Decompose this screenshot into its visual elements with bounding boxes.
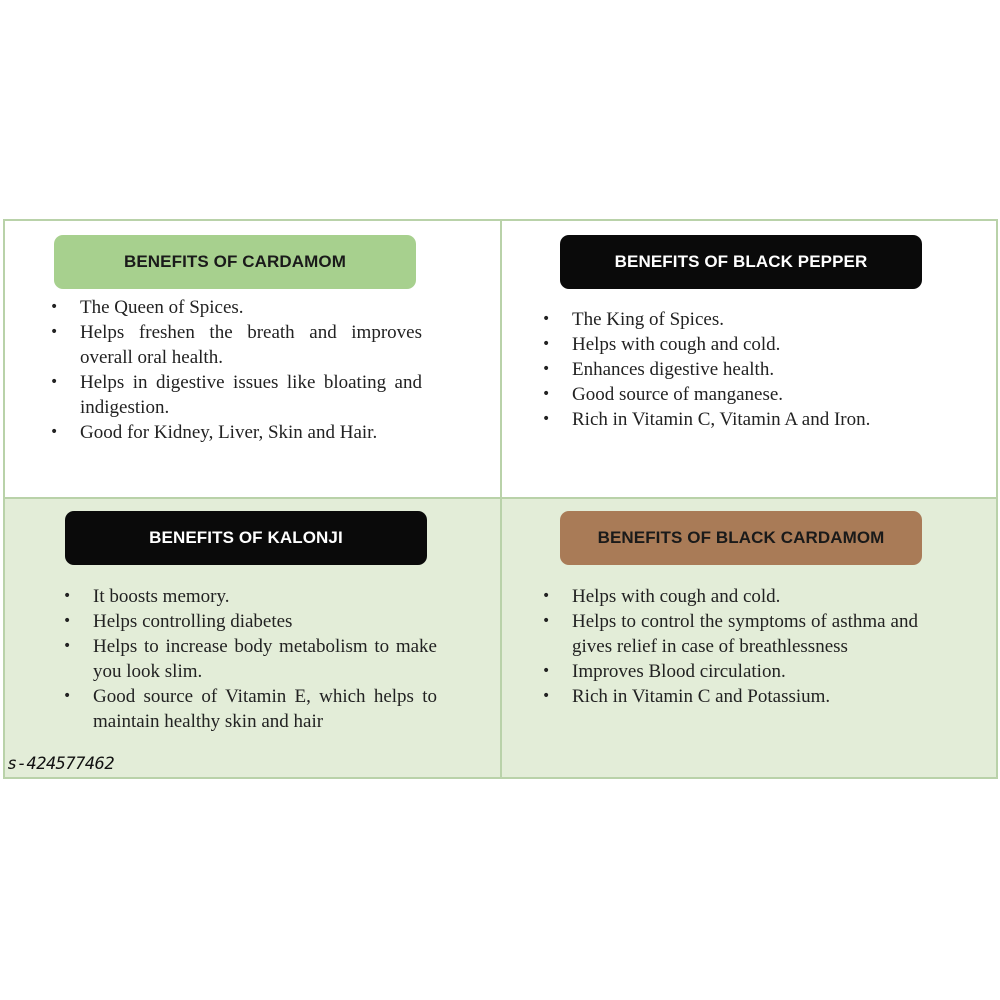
benefits-list-cardamom	[50, 295, 422, 445]
watermark-text: s-424577462	[7, 754, 115, 774]
panel-title-black-cardamom: BENEFITS OF BLACK CARDAMOM	[560, 511, 922, 565]
panel-cardamom	[5, 221, 502, 499]
list-item: • Helps controlling diabetes	[63, 609, 437, 634]
panel-title-kalonji: BENEFITS OF KALONJI	[65, 511, 427, 565]
list-item: • Good source of manganese.	[542, 382, 918, 407]
list-item: • The King of Spices.	[542, 307, 918, 332]
list-item: • Helps in digestive issues like bloating and indigestion.	[50, 370, 422, 420]
panel-kalonji	[5, 499, 502, 777]
benefits-list-black-cardamom	[542, 584, 918, 709]
panel-black-cardamom	[502, 499, 996, 777]
list-item: • Rich in Vitamin C and Potassium.	[542, 684, 918, 709]
benefits-list-kalonji	[63, 584, 437, 734]
list-item: • Helps freshen the breath and improves overall oral health.	[50, 320, 422, 370]
list-item: • Enhances digestive health.	[542, 357, 918, 382]
panel-title-cardamom: BENEFITS OF CARDAMOM	[54, 235, 416, 289]
list-item: • Rich in Vitamin C, Vitamin A and Iron.	[542, 407, 918, 432]
panel-black-pepper	[502, 221, 996, 499]
list-item: • Improves Blood circulation.	[542, 659, 918, 684]
benefits-grid	[3, 219, 998, 779]
list-item: • Good for Kidney, Liver, Skin and Hair.	[50, 420, 422, 445]
list-item: • Helps with cough and cold.	[542, 584, 918, 609]
list-item: • Good source of Vitamin E, which helps to maintain healthy skin and hair	[63, 684, 437, 734]
list-item: • Helps with cough and cold.	[542, 332, 918, 357]
list-item: • It boosts memory.	[63, 584, 437, 609]
panel-title-black-pepper: BENEFITS OF BLACK PEPPER	[560, 235, 922, 289]
list-item: • The Queen of Spices.	[50, 295, 422, 320]
benefits-list-black-pepper	[542, 307, 918, 432]
list-item: • Helps to control the symptoms of asthma and gives relief in case of breathlessness	[542, 609, 918, 659]
list-item: • Helps to increase body metabolism to make you look slim.	[63, 634, 437, 684]
